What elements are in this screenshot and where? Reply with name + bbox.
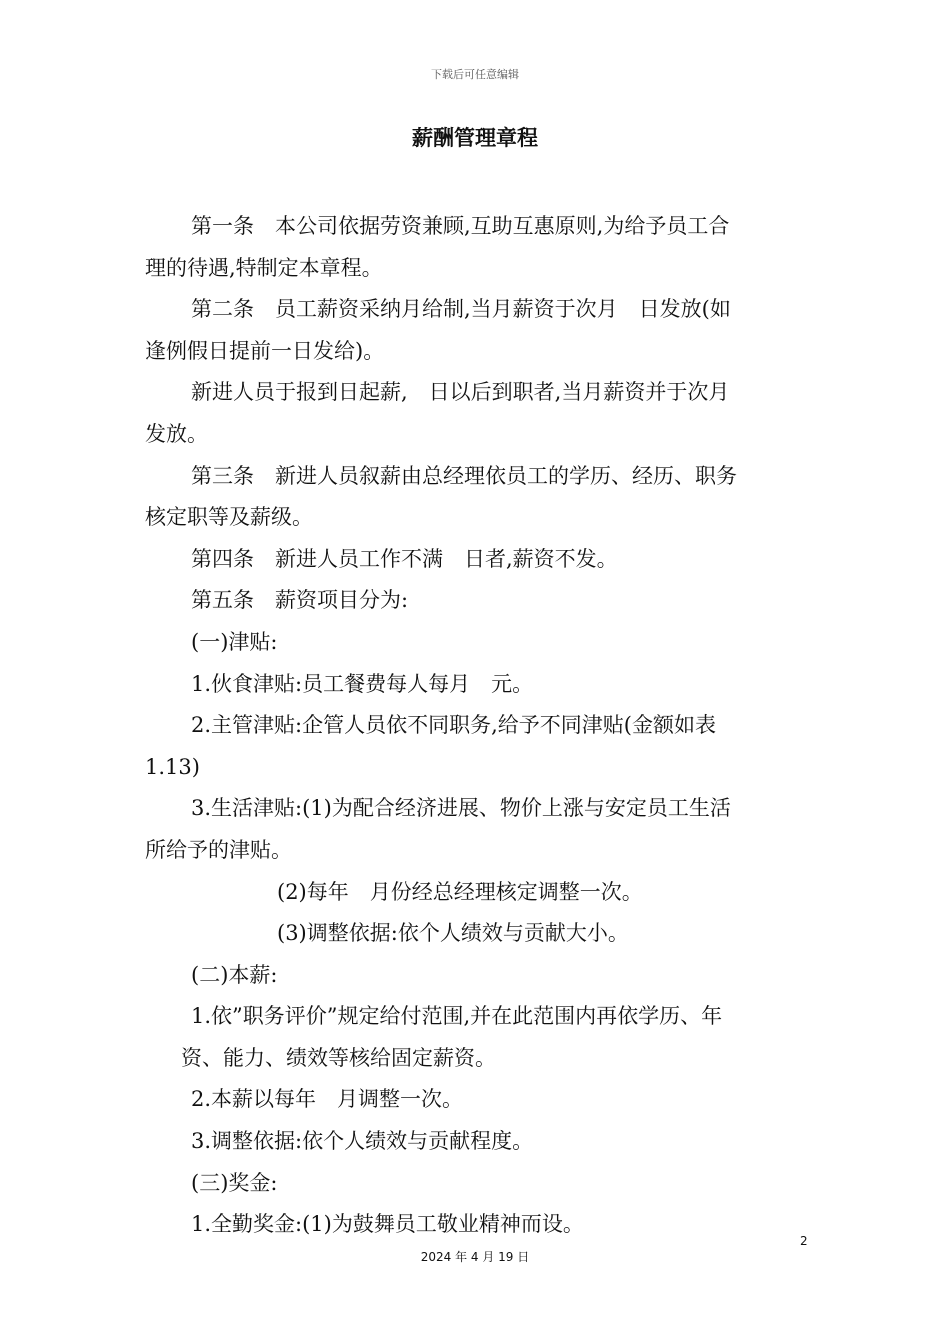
text-line: 3.生活津贴:(1)为配合经济进展、物价上涨与安定员工生活 [191, 796, 731, 821]
text-line: 2.本薪以每年 月调整一次。 [191, 1087, 464, 1112]
text-line: 所给予的津贴。 [145, 837, 292, 862]
document-title: 薪酬管理章程 [412, 126, 538, 150]
text-line: 第五条 薪资项目分为: [191, 588, 409, 613]
text-line: 理的待遇,特制定本章程。 [145, 255, 383, 280]
text-line: 1.依”职务评价”规定给付范围,并在此范围内再依学历、年 [191, 1004, 723, 1029]
text-line: 第一条 本公司依据劳资兼顾,互助互惠原则,为给予员工合 [191, 214, 730, 238]
text-line: 1.13) [145, 754, 200, 779]
page-footer-date: 2024 年 4 月 19 日 [420, 1250, 530, 1264]
text-line: 资、能力、绩效等核给固定薪资。 [181, 1045, 496, 1070]
text-line: 核定职等及薪级。 [145, 505, 313, 530]
text-line: (2)每年 月份经总经理核定调整一次。 [277, 879, 643, 904]
text-line: (三)奖金: [191, 1170, 278, 1195]
text-line: 1.全勤奖金:(1)为鼓舞员工敬业精神而设。 [191, 1212, 584, 1237]
text-line: 第四条 新进人员工作不满 日者,薪资不发。 [191, 546, 618, 571]
text-line: 发放。 [145, 421, 208, 446]
text-line: (二)本薪: [191, 962, 278, 987]
text-line: 逢例假日提前一日发给)。 [145, 338, 385, 363]
text-line: (一)津贴: [191, 629, 278, 654]
document-body [145, 206, 810, 1246]
text-line: 3.调整依据:依个人绩效与贡献程度。 [191, 1129, 534, 1154]
text-line: 第二条 员工薪资采纳月给制,当月薪资于次月 日发放(如 [191, 297, 731, 322]
text-line: (3)调整依据:依个人绩效与贡献大小。 [277, 921, 629, 946]
text-line: 第三条 新进人员叙薪由总经理依员工的学历、经历、职务 [191, 463, 737, 488]
text-line: 2.主管津贴:企管人员依不同职务,给予不同津贴(金额如表 [191, 713, 716, 738]
page-header: 下载后可任意编辑 [431, 68, 519, 81]
page-number: 2 [800, 1234, 808, 1248]
text-line: 1.伙食津贴:员工餐费每人每月 元。 [191, 671, 534, 696]
text-line: 新进人员于报到日起薪, 日以后到职者,当月薪资并于次月 [191, 380, 730, 405]
